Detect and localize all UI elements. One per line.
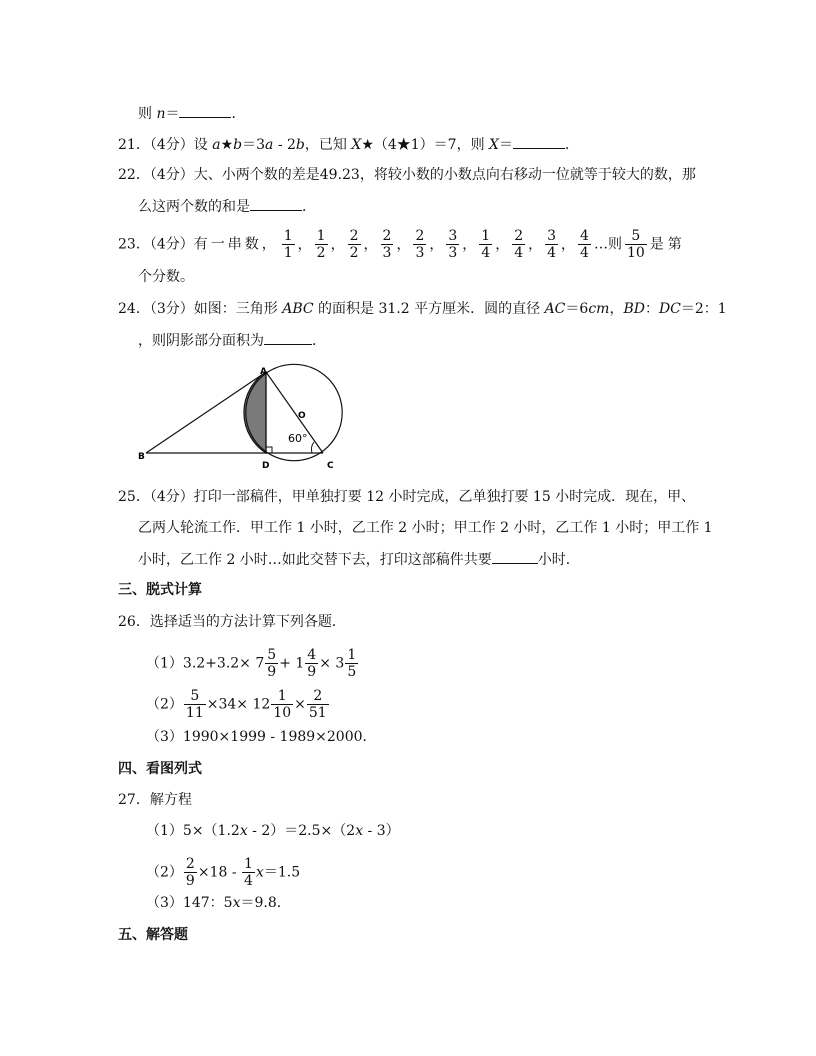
comma: ， (396, 236, 411, 253)
denominator: 9 (307, 664, 317, 680)
q26-part3 (146, 727, 377, 747)
q24-answer-blank[interactable] (264, 330, 312, 345)
label-d: D (262, 461, 270, 471)
q21-answer-blank[interactable] (513, 134, 565, 149)
denominator: 4 (580, 245, 589, 261)
q20-tail (138, 103, 245, 124)
q24-number: 24． (118, 301, 150, 317)
denominator: 5 (347, 664, 357, 680)
q27-p2-label: （2） (146, 864, 183, 881)
q21-text: 设 (193, 137, 213, 153)
label-b: B (138, 452, 145, 462)
q26-p1-text3: × 3 (319, 655, 345, 672)
q26-p1-text: 3.2+3.2× 7 (182, 655, 265, 672)
label-o: O (298, 411, 306, 421)
q23-score: （4分） (149, 236, 194, 253)
numerator: 1 (271, 688, 293, 705)
q23-line2 (138, 267, 194, 287)
q26-p1-frac1 (265, 647, 278, 680)
q23-line2-text: 个分数。 (138, 269, 194, 285)
q24-dc: DC (658, 301, 681, 317)
denominator: 4 (481, 245, 491, 261)
q23-text: 有一串数， (193, 236, 279, 253)
q27-p1-text3: - 3） (363, 823, 400, 839)
q22-number: 22． (118, 167, 150, 183)
q27-p3-text2: ＝9.8． (240, 895, 291, 911)
q24-line2-text: ，则阴影部分面积为 (138, 333, 264, 349)
q27-p1-text: 5×（1.2 (182, 823, 240, 839)
q27-p1-x2: x (355, 823, 364, 839)
q27-title: 27．解方程 (118, 792, 192, 808)
q23-seq-fraction (545, 228, 558, 261)
numerator: 3 (547, 228, 557, 244)
q25-line2 (138, 518, 713, 538)
q23-seq-fraction (348, 228, 361, 261)
q22-answer-blank[interactable] (250, 196, 302, 211)
numerator: 4 (307, 647, 317, 663)
q26-p3-label: （3） (146, 729, 183, 745)
q26-p2-text: ×34× 12 (206, 696, 271, 713)
q21-number: 21． (118, 137, 150, 153)
q24-score: （3分） (149, 301, 194, 317)
q27-p2-x: x (255, 864, 264, 881)
q23-text3: 是第 (649, 236, 686, 253)
numerator: 3 (448, 228, 458, 244)
q23-target-numerator: 5 (625, 228, 647, 245)
q21-eq2: ＝ (499, 137, 514, 153)
q26-p1-frac3 (345, 647, 358, 680)
q24-ac: AC (544, 301, 566, 317)
q26-title: 26．选择适当的方法计算下列各题． (118, 614, 346, 630)
comma: ， (495, 236, 510, 253)
q21-text2: ，已知 (304, 137, 352, 153)
q26-p1-frac2 (305, 647, 318, 680)
q24-abc: ABC (282, 301, 314, 317)
q25-line3-text: 小时，乙工作 2 小时…如此交替下去，打印这部稿件共要 (138, 552, 492, 568)
q22-line2 (138, 196, 316, 217)
denominator: 51 (308, 705, 327, 721)
comma: ， (363, 236, 378, 253)
q21-x: X (351, 137, 362, 153)
q21-eq: ＝3 (242, 137, 266, 153)
q20-end: ． (231, 106, 246, 122)
q26-p2-text2: × (294, 696, 306, 713)
q26-p2-label: （2） (146, 696, 183, 713)
q21-text3: ★（4★1）＝7，则 (361, 137, 490, 153)
q23-seq-fraction (446, 228, 459, 261)
q24-text: 如图：三角形 (193, 301, 283, 317)
numerator: 2 (185, 856, 195, 872)
q21-x2: X (489, 137, 500, 153)
q25-line3-end: 小时． (537, 552, 580, 568)
q22-score: （4分） (149, 167, 194, 183)
q27-p1-x1: x (239, 823, 248, 839)
q27-p2-frac1 (184, 856, 197, 889)
q27-p1-label: （1） (146, 823, 183, 839)
question-24 (118, 299, 727, 319)
denominator: 3 (415, 245, 425, 261)
numerator: 2 (307, 688, 329, 705)
q25-score: （4分） (149, 489, 194, 505)
q25-number: 25． (118, 489, 150, 505)
comma: ， (462, 236, 477, 253)
q23-target-denominator: 10 (626, 245, 645, 261)
q25-answer-blank[interactable] (492, 549, 538, 564)
question-25 (118, 487, 695, 507)
q21-a: a (212, 137, 221, 153)
q22-line2-text: 么这两个数的和是 (138, 199, 250, 215)
label-c: C (327, 461, 334, 471)
section-5-heading: 五、解答题 (118, 927, 188, 943)
q20-prefix: 则 (138, 106, 157, 122)
triangle-circle-figure (138, 362, 348, 474)
q26-p1-label: （1） (146, 655, 183, 672)
numerator: 2 (382, 228, 392, 244)
comma: ， (561, 236, 576, 253)
numerator: 2 (349, 228, 359, 244)
q20-var: n (156, 106, 166, 122)
comma: ， (528, 236, 543, 253)
denominator: 1 (283, 245, 293, 261)
q24-text4: ， (609, 301, 624, 317)
q23-seq-fraction (381, 228, 394, 261)
comma: ， (297, 236, 312, 253)
q27-p3-text: 147：5 (182, 895, 233, 911)
q24-text3: ＝6 (565, 301, 589, 317)
denominator: 2 (349, 245, 359, 261)
q26-p2-frac3 (307, 688, 329, 721)
q23-seq-fraction (315, 228, 328, 261)
q23-seq-fraction (479, 228, 492, 261)
q26-p3-text: 1990×1999 - 1989×2000． (182, 729, 377, 745)
label-a: A (260, 367, 267, 377)
denominator: 11 (185, 705, 204, 721)
q24-text2: 的面积是 31.2 平方厘米．圆的直径 (313, 301, 545, 317)
q21-b2: b (295, 137, 305, 153)
numerator: 1 (481, 228, 491, 244)
q26-p2-frac2 (271, 688, 293, 721)
q27-p2-frac2 (242, 856, 255, 889)
q24-text6: ＝2：1 (680, 301, 727, 317)
q21-star: ★ (220, 137, 234, 153)
q23-sequence (279, 228, 594, 261)
q27-p3-x: x (232, 895, 241, 911)
denominator: 4 (547, 245, 557, 261)
q24-line2 (138, 330, 326, 351)
q20-eq: ＝ (165, 106, 180, 122)
q24-end: ． (312, 333, 326, 349)
q25-line1: 打印一部稿件，甲单独打要 12 小时完成，乙单独打要 15 小时完成．现在，甲、 (193, 489, 696, 505)
q21-score: （4分） (149, 137, 194, 153)
section-3-heading: 三、脱式计算 (118, 582, 202, 598)
q21-a2: a (265, 137, 274, 153)
denominator: 4 (514, 245, 524, 261)
q23-target-fraction (625, 228, 647, 261)
q27-p2-text: ×18 - (197, 864, 242, 881)
q24-text5: ： (644, 301, 659, 317)
denominator: 9 (267, 664, 277, 680)
question-21 (118, 134, 579, 155)
q23-text2: …则 (593, 236, 622, 253)
q26-p1-text2: + 1 (279, 655, 305, 672)
q27-p3-label: （3） (146, 895, 183, 911)
q20-answer-blank[interactable] (179, 103, 231, 118)
numerator: 1 (316, 228, 326, 244)
denominator: 3 (448, 245, 458, 261)
q27-part2 (146, 856, 300, 889)
q23-seq-fraction (413, 228, 426, 261)
q22-end: ． (302, 199, 316, 215)
q27-p1-text2: - 2）＝2.5×（2 (247, 823, 356, 839)
q21-b: b (233, 137, 243, 153)
numerator: 2 (514, 228, 524, 244)
q27-p2-text2: ＝1.5 (263, 864, 301, 881)
denominator: 9 (185, 873, 195, 889)
q21-end: ． (565, 137, 580, 153)
q23-number: 23． (118, 236, 150, 253)
q23-seq-fraction (512, 228, 525, 261)
denominator: 3 (382, 245, 392, 261)
q23-seq-fraction (282, 228, 295, 261)
q27-part3 (146, 893, 291, 913)
q27-part1 (146, 821, 400, 841)
q22-line1: 大、小两个数的差是49.23，将较小数的小数点向右移动一位就等于较大的数，那 (193, 167, 696, 183)
q26-part2 (146, 688, 330, 721)
q24-cm: cm (588, 301, 610, 317)
comma: ， (330, 236, 345, 253)
question-22 (118, 165, 696, 185)
numerator: 5 (184, 688, 206, 705)
numerator: 4 (580, 228, 589, 244)
denominator: 2 (316, 245, 326, 261)
numerator: 1 (347, 647, 357, 663)
q23-seq-fraction (578, 228, 591, 261)
q21-minus: - 2 (273, 137, 296, 153)
question-23 (118, 228, 686, 261)
angle-label: 60° (288, 432, 308, 445)
angle-arc (311, 442, 314, 453)
numerator: 1 (283, 228, 293, 244)
section-4-heading: 四、看图列式 (118, 761, 202, 777)
q25-line3 (138, 549, 580, 570)
numerator: 1 (244, 856, 253, 872)
q25-line2-text: 乙两人轮流工作．甲工作 1 小时，乙工作 2 小时；甲工作 2 小时，乙工作 1 小时；甲工作 1 (138, 520, 713, 536)
numerator: 2 (415, 228, 425, 244)
comma: ， (429, 236, 444, 253)
denominator: 10 (273, 705, 292, 721)
q26-part1 (146, 647, 359, 680)
q24-bd: BD (623, 301, 645, 317)
denominator: 4 (244, 873, 253, 889)
q26-p2-frac1 (184, 688, 206, 721)
numerator: 5 (267, 647, 277, 663)
